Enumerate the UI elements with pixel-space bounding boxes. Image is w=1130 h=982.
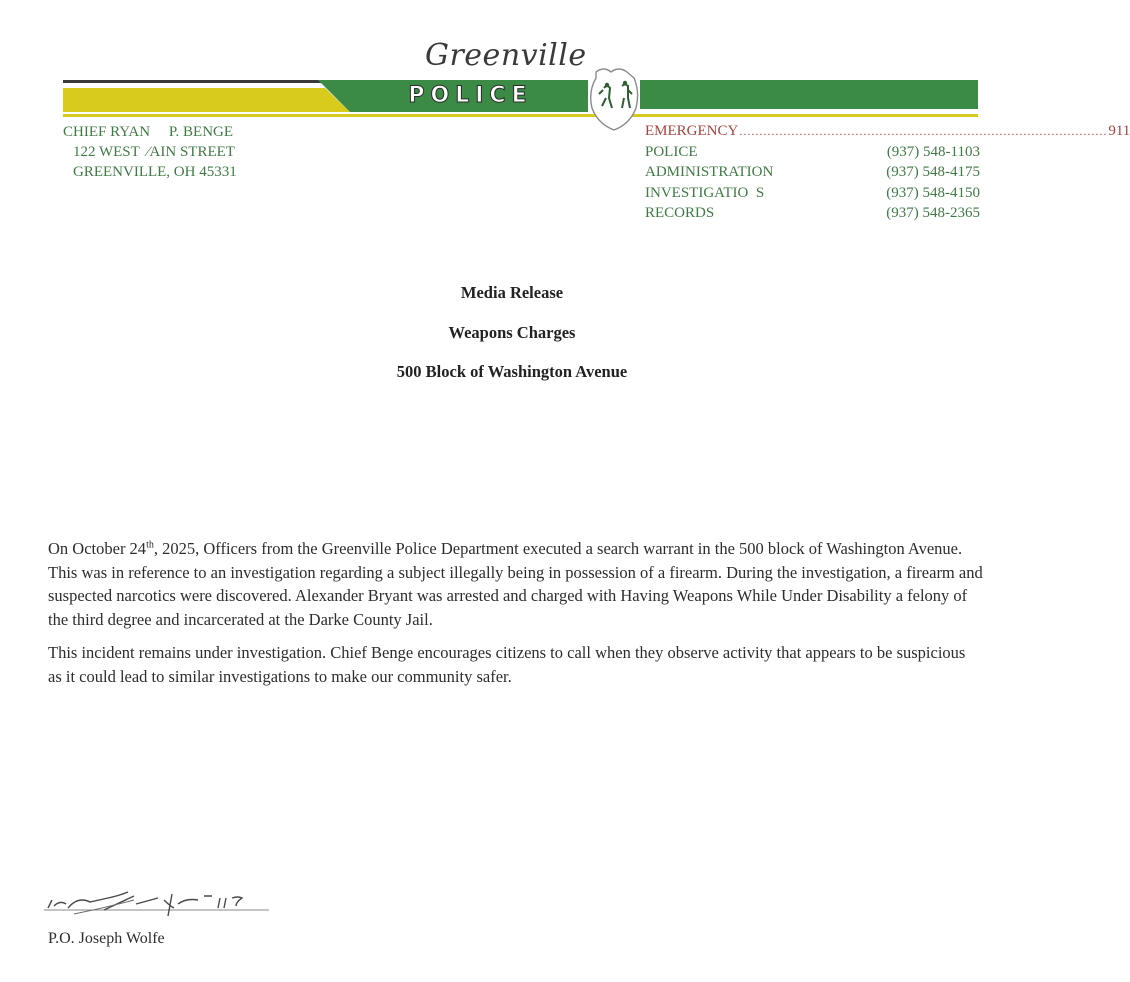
paragraph-text: On October 24: [48, 539, 147, 558]
release-body: [48, 537, 983, 697]
subject-title: Weapons Charges: [448, 322, 576, 342]
contact-value: (937) 548-4150: [886, 184, 980, 201]
shield-badge-icon: [591, 69, 638, 130]
city-state-zip: GREENVILLE, OH 45331: [73, 164, 237, 180]
body-paragraph-1: [48, 537, 983, 632]
chief-name: CHIEF RYAN P. BENGE: [63, 124, 234, 140]
contact-row-records: [645, 203, 980, 224]
ordinal-suffix: th: [146, 539, 154, 551]
contact-value: (937) 548-2365: [886, 205, 980, 221]
body-paragraph-2: This incident remains under investigation. Chief Benge encourages citizens to call when they observe activity that appears to be suspicious as it could lead to similar investigations to make our community safer.: [48, 642, 966, 686]
contact-value: (937) 548-1103: [886, 143, 980, 160]
contact-label: EMERGENCY: [645, 123, 739, 139]
contact-row-emergency: [645, 121, 1130, 142]
letterhead-yellow-band: [63, 88, 350, 112]
signature-scribble: [44, 890, 274, 922]
letterhead-yellow-underline: [63, 114, 978, 117]
city-script-logo: Greenville: [425, 38, 587, 73]
contact-list: [645, 121, 1130, 224]
letterhead-green-band-right: [640, 80, 978, 109]
signer-name: P.O. Joseph Wolfe: [48, 930, 165, 947]
contact-row-administration: [645, 162, 980, 183]
document-type-title: Media Release: [460, 283, 564, 302]
leader-dots: ............................................................................................: [739, 124, 1108, 138]
release-titles: [0, 283, 1024, 402]
paragraph-text: , 2025, Officers from the Greenville Police Department executed a search warrant in the 500 block of Washington Avenue. This was in reference to an investigation regarding a subject illegally being in possession of a firearm. During the investigation, a firearm and suspected narcotics were discovered. Alexander Bryant was arrested and charged with Having Weapons While Under Disability a felony of the third degree and incarcerated at the Darke County Jail.: [48, 539, 983, 630]
contact-row-police: [645, 142, 980, 163]
street-address: 122 WEST ⁄AIN STREET: [73, 144, 235, 160]
contact-value: 911: [1108, 123, 1130, 139]
contact-label: INVESTIGATIO S: [645, 184, 765, 201]
contact-value: (937) 548-4175: [886, 164, 980, 180]
contact-label: POLICE: [645, 143, 698, 160]
contact-label: ADMINISTRATION: [645, 164, 774, 180]
letterhead-dark-rule: [63, 80, 353, 83]
location-title: 500 Block of Washington Avenue: [396, 362, 628, 381]
police-wordmark: POLICE: [408, 83, 533, 108]
contact-label: RECORDS: [645, 205, 715, 221]
address-block: [63, 122, 237, 182]
contact-row-investigations: [645, 183, 980, 204]
